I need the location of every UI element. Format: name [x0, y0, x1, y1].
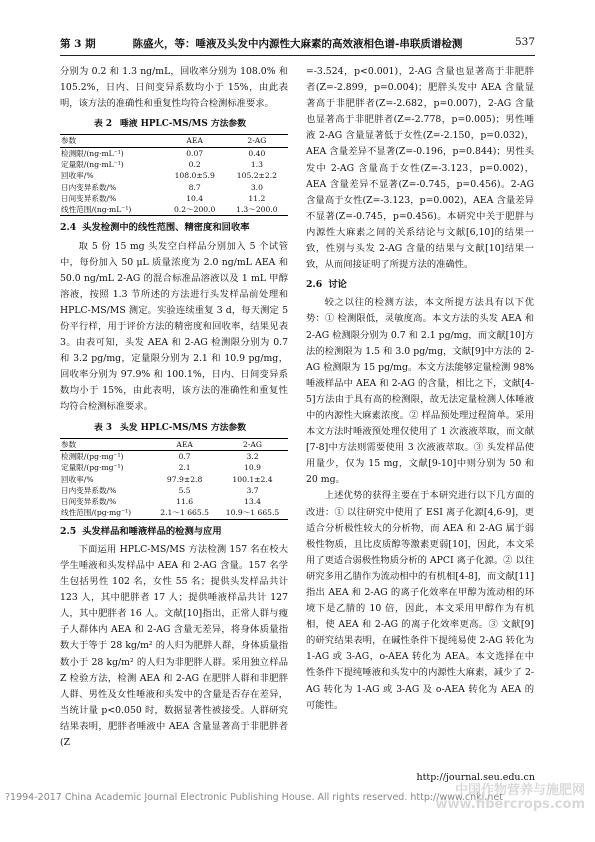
table-row: [60, 474, 288, 485]
table-cell: 0.2: [188, 159, 201, 169]
table-cell: 3.0: [250, 182, 263, 192]
table-cell: 日内变异系数/%: [61, 485, 117, 495]
paragraph-2-5: 下面运用 HPLC-MS/MS 方法检测 157 名在校大学生唾液和头发样品中 AEA 和 2-AG 含量。157 名学生包括男性 102 名，女性 55 名；提供头发样品共计 123 人，其中肥胖者 17 人；提供唾液样品共计 127 人，其中肥胖者 16 人。文献[10]指出，正常人群与瘦子人群体内 AEA 和 2-AG 含量无差异，将身体质量指数大于等于 28 kg/m² 的人归为肥胖人群，身体质量指数小于 28 kg/m² 的人归为非肥胖人群。采用独立样品 Z 检验方法，检测 AEA 和 2-AG 在肥胖人群和非肥胖人群、男性及女性唾液和头发中的含量是否存在差异，当统计量 p<0.050 时，数据显著性被接受。人群研究结果表明，肥胖者唾液中 AEA 含量显著高于非肥胖者(Z: [60, 543, 288, 748]
table-row: [60, 507, 288, 519]
table-cell: 13.4: [244, 497, 261, 507]
table-2-saliva-parameters: [60, 134, 288, 216]
table-cell: 3.2: [246, 451, 259, 461]
table-row: [60, 462, 288, 473]
table-header-cell: 参数: [61, 136, 77, 146]
table-cell: 2.1～1 665.5: [160, 508, 209, 518]
section-2-5-heading: [60, 524, 288, 540]
table-row: [60, 147, 288, 159]
table-3-title: 头发 HPLC-MS/MS 方法参数: [119, 422, 247, 433]
table-cell: 日间变异系数/%: [61, 193, 117, 203]
table-2-title: 唾液 HPLC-MS/MS 方法参数: [119, 119, 247, 130]
table-cell: 8.7: [188, 182, 201, 192]
table-cell: 0.2～200.0: [173, 205, 216, 215]
table-3-label: 表 3: [93, 422, 112, 433]
table-header-cell: AEA: [186, 136, 203, 146]
section-2-4-heading: [60, 220, 288, 236]
section-number: 2.5: [60, 525, 77, 537]
paragraph-2-6-improvements: 上述优势的获得主要在于本研究进行以下几方面的改进：① 以往研究中使用了 ESI 离子化源[4,6-9]，更适合分析极性较大的分析物，而 AEA 和 2-AG 属于弱极性物质，且比皮质醇等激素更弱[10]，因此，本文采用了更适合弱极性物质分析的 APCI 离子化源。② 以往研究多用乙腈作为流动相中的有机相[4-8]，而文献[11]指出 AEA 和 2-AG 的离子化效率在甲醇为流动相的环境下是乙腈的 10 倍，因此，本文采用甲醇作为有机相，使 AEA 和 2-AG 的离子化效率更高。③ 文献[9]的研究结果表明，在碱性条件下提纯易使 2-AG 转化为 1-AG 或 3-AG，o-AEA 转化为 AEA。本文选择在中性条件下提纯唾液和头发中的内源性大麻素，减少了 2-AG 转化为 1-AG 或 3-AG 及 o-AEA 转化为 AEA 的可能性。: [306, 490, 534, 711]
section-2-6-heading: [306, 277, 534, 293]
table-cell: 105.2±2.2: [236, 171, 277, 181]
table-3-caption: [60, 420, 288, 436]
paragraph-2-3-end: 分别为 0.2 和 1.3 ng/mL，回收率分别为 108.0% 和 105.2%，日内、日间变异系数均小于 15%，由此表明，该方法的准确性和重复性均符合检测标准要求。: [60, 66, 288, 110]
table-cell: 1.3～200.0: [236, 205, 278, 215]
copyright-line: ?1994-2017 China Academic Journal Electronic Publishing House. All rights reserved. http://www.cnki.net: [5, 792, 503, 803]
table-cell: 检测限/(ng·mL⁻¹): [61, 148, 124, 158]
table-cell: 检测限/(pg·mg⁻¹): [61, 451, 124, 461]
table-cell: 108.0±5.9: [174, 171, 215, 181]
table-2-caption: [60, 116, 288, 132]
table-row: [60, 204, 288, 216]
page-footer: [0, 783, 595, 812]
table-row: [60, 193, 288, 204]
table-cell: 线性范围/(ng·mL⁻¹): [61, 205, 132, 215]
table-cell: 0.07: [186, 148, 204, 158]
table-cell: 10.9～1 665.5: [225, 508, 280, 518]
table-row: [60, 485, 288, 496]
table-cell: 日内变异系数/%: [61, 182, 117, 192]
paragraph-2-6-advantages: 较之以往的检测方法，本文所提方法具有以下优势：① 检测限低，灵敏度高。本文方法的头发 AEA 和 2-AG 检测限分别为 0.7 和 2.1 pg/mg，而文献[10]方法的检测限为 1.5 和 3.0 pg/mg，文献[9]中方法的 2-AG 检测限为 15 pg/mg。本文方法能够定量检测 98% 唾液样品中 AEA 和 2-AG 的含量，相比之下，文献[4-5]方法由于具有高的检测限，故无法定量检测人体唾液中的内源性大麻素浓度。② 样品预处理过程简单。采用本文方法时唾液预处理仅使用了 1 次液液萃取，而文献[7-8]中方法则需要使用 3 次液液萃取。③ 头发样品使用量少，仅为 15 mg，文献[9-10]中则分别为 50 和 20 mg。: [306, 297, 534, 486]
table-cell: 5.5: [178, 485, 191, 495]
section-title: 头发检测中的线性范围、精密度和回收率: [82, 222, 250, 234]
table-header-row: [60, 438, 288, 450]
right-column: [306, 64, 534, 714]
section-title: 讨论: [328, 279, 347, 291]
page-number: 537: [514, 36, 535, 48]
table-3-hair-parameters: [60, 438, 288, 520]
table-row: [60, 182, 288, 193]
table-row: [60, 159, 288, 170]
header-rule: [60, 55, 535, 56]
section-number: 2.4: [60, 222, 77, 234]
section-title: 头发样品和唾液样品的检测与应用: [82, 525, 222, 537]
table-2-label: 表 2: [93, 119, 112, 130]
paragraph-2-5-continued: =-3.524，p<0.001)，2-AG 含量也显著高于非肥胖者(Z=-2.899，p=0.004)；肥胖头发中 AEA 含量显著高于非肥胖者(Z=-2.682，p=0.007)，2-AG 含量也显著高于非肥胖者(Z=-2.778，p=0.005)；男性唾液 2-AG 含量显著低于女性(Z=-2.150，p=0.032)，AEA 含量差异不显著(Z=-0.196，p=0.844)；男性头发中 2-AG 含量高于女性(Z=-3.123，p=0.002)，AEA 含量差异不显著(Z=-0.745，p=0.456)。2-AG 含量高于女性(Z=-3.123，p=0.002)，AEA 含量差异不显著(Z=-0.745，p=0.456)。本研究中关于肥胖与内源性大麻素之间的关系结论与文献[6,10]的结果一致，性别与头发 2-AG 含量的结果与文献[10]结果一致，从而间接证明了所提方法的准确性。: [306, 66, 534, 271]
table-header-cell: AEA: [176, 439, 193, 449]
table-cell: 2.1: [178, 463, 191, 473]
table-cell: 0.7: [178, 451, 191, 461]
left-column: [60, 64, 288, 751]
table-row: [60, 450, 288, 462]
watermark: 中国作物营养与施肥网 www.fibercrops.com: [435, 783, 585, 812]
section-number: 2.6: [306, 279, 323, 291]
paragraph-2-4: 取 5 份 15 mg 头发空白样品分别加入 5 个试管中，每份加入 50 μL 质量浓度为 2.0 ng/mL AEA 和 50.0 ng/mL 2-AG 的混合标准品溶液以及 1 mL 甲醇溶液，按照 1.3 节所述的方法进行头发样品前处理和 HPLC-MS/MS 测定。实验连续重复 3 d，每天测定 5 份平行样，用于评价方法的精密度和回收率，结果见表 3。由表可知，头发 AEA 和 2-AG 检测限分别为 0.7 和 3.2 pg/mg，定量限分别为 2.1 和 10.9 pg/mg，回收率分别为 97.9% 和 100.1%，日内、日间变异系数均小于 15%，由此表明，该方法的准确性和重复性均符合检测标准要求。: [60, 240, 288, 413]
table-cell: 定量限/(pg·mg⁻¹): [61, 463, 124, 473]
table-row: [60, 170, 288, 181]
table-header-cell: 2-AG: [247, 136, 267, 146]
table-cell: 10.4: [186, 193, 204, 203]
issue-number: 第 3 期: [60, 38, 96, 50]
table-cell: 回收率/%: [61, 474, 94, 484]
table-header-cell: 参数: [61, 439, 77, 449]
table-cell: 回收率/%: [61, 171, 94, 181]
table-header-cell: 2-AG: [243, 439, 262, 449]
running-title: 陈盛火，等：唾液及头发中内源性大麻素的高效液相色谱-串联质谱检测: [132, 38, 463, 50]
journal-url[interactable]: http://journal.seu.edu.cn: [416, 772, 535, 783]
table-cell: 11.6: [176, 497, 194, 507]
running-header: [60, 36, 535, 52]
table-row: [60, 496, 288, 507]
table-cell: 定量限/(ng·mL⁻¹): [61, 159, 124, 169]
table-cell: 10.9: [244, 463, 261, 473]
table-header-row: [60, 135, 288, 147]
table-cell: 97.9±2.8: [166, 474, 203, 484]
table-cell: 0.40: [248, 148, 266, 158]
table-cell: 日间变异系数/%: [61, 497, 117, 507]
table-cell: 11.2: [248, 193, 266, 203]
table-cell: 100.1±2.4: [232, 474, 273, 484]
table-cell: 3.7: [246, 485, 259, 495]
table-cell: 线性范围/(pg·mg⁻¹): [61, 508, 132, 518]
table-cell: 1.3: [250, 159, 263, 169]
